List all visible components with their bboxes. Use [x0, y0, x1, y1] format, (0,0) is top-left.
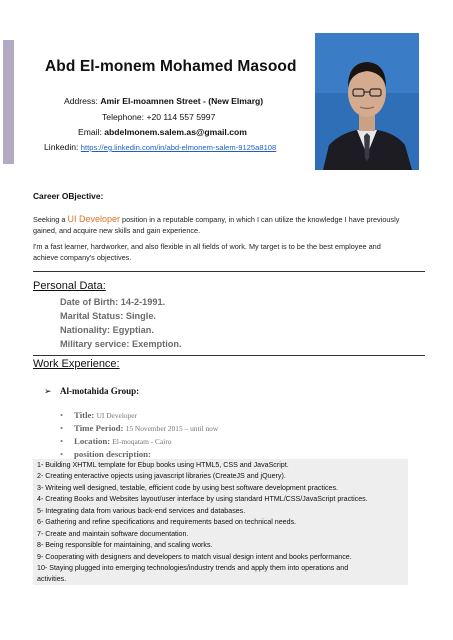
linkedin-line	[44, 142, 276, 152]
telephone-line	[102, 112, 215, 122]
section-divider	[33, 271, 425, 272]
email-line	[78, 127, 247, 137]
duty-item: 10- Staying plugged into emerging technologies/industry trends and apply them into operations and	[37, 564, 349, 572]
career-text-before: Seeking a	[33, 215, 68, 224]
bullet-icon: •	[60, 449, 64, 459]
period-value: 15 November 2015 – until now	[125, 424, 219, 433]
job-title-line	[60, 410, 137, 420]
email-label: Email:	[78, 127, 102, 137]
candidate-name: Abd El-monem Mohamed Masood	[45, 58, 297, 75]
arrow-bullet-icon: ➢	[44, 386, 52, 396]
description-label: position description:	[74, 449, 151, 459]
telephone-value: +20 114 557 5997	[146, 112, 216, 122]
duty-item: 9- Cooperating with designers and developers to match visual design intent and books performance.	[37, 553, 352, 561]
location-value: El-moqatam - Cairo	[112, 437, 172, 446]
accent-bar	[3, 40, 14, 164]
address-label: Address:	[64, 96, 98, 106]
email-value: abdelmonem.salem.as@gmail.com	[104, 127, 247, 137]
duty-item: 2- Creating enteractive opjects using javascript libraries (CreateJS and jQuery).	[37, 472, 286, 480]
personal-data-heading: Personal Data:	[33, 280, 106, 292]
duty-item: activities.	[37, 575, 67, 583]
dob-line: Date of Birth: 14-2-1991.	[60, 297, 166, 307]
bullet-icon: •	[60, 423, 64, 433]
address-value: Amir El-moamnen Street - (New Elmarg)	[100, 96, 264, 106]
company-name: Al-motahida Group:	[60, 386, 140, 396]
career-objective-heading: Career OBjective:	[33, 191, 104, 201]
location-label: Location:	[74, 436, 111, 446]
bullet-icon: •	[60, 410, 64, 420]
duty-item: 8- Being responsible for maintaining, and scaling works.	[37, 541, 213, 549]
address-line	[64, 96, 263, 106]
duty-item: 7- Create and maintain software documentation.	[37, 530, 189, 538]
duty-item: 3- Writeing well designed, testable, efficient code by using best software development practices.	[37, 484, 338, 492]
career-text-after: position in a reputable company, in which I can utilize the knowledge I have previously	[120, 215, 400, 224]
title-value: UI Developer	[96, 411, 138, 420]
position-description-line	[60, 449, 151, 459]
marital-status-line: Marital Status: Single.	[60, 311, 156, 321]
career-p2-line1: I'm a fast learner, hardworker, and also flexible in all fields of work. My target is to be the best employee and	[33, 242, 381, 251]
linkedin-label: Linkedin:	[44, 142, 79, 152]
duty-item: 4- Creating Books and Websites layout/user interface by using standard HTML/CSS/JavaScript practices.	[37, 495, 368, 503]
section-divider	[33, 355, 425, 356]
duty-item: 6- Gathering and refine specifications and requirements based on technical needs.	[37, 518, 297, 526]
work-experience-heading: Work Experience:	[33, 358, 120, 370]
linkedin-link[interactable]: https://eg.linkedin.com/in/abd-elmonem-salem-9125a8108	[80, 143, 277, 152]
profile-photo	[315, 33, 419, 170]
duty-item: 1- Building XHTML template for Ebup books using HTML5, CSS and JavaScript.	[37, 461, 289, 469]
military-service-line: Military service: Exemption.	[60, 339, 182, 349]
location-line	[60, 436, 171, 446]
title-label: Title:	[74, 410, 95, 420]
nationality-line: Nationality: Egyptian.	[60, 325, 154, 335]
career-paragraph-1	[33, 214, 425, 236]
career-p2-line2: achieve company's objectives.	[33, 253, 132, 262]
period-label: Time Period:	[74, 423, 124, 433]
career-paragraph-2	[33, 241, 425, 263]
telephone-label: Telephone:	[102, 112, 145, 122]
duty-item: 5- Integrating data from various back-end services and databases.	[37, 507, 246, 515]
career-highlight: UI Developer	[67, 214, 121, 224]
bullet-icon: •	[60, 436, 64, 446]
portrait-image	[315, 33, 419, 170]
time-period-line	[60, 423, 218, 433]
career-text-line2: gained, and acquire new skills and gain experience.	[33, 226, 201, 235]
